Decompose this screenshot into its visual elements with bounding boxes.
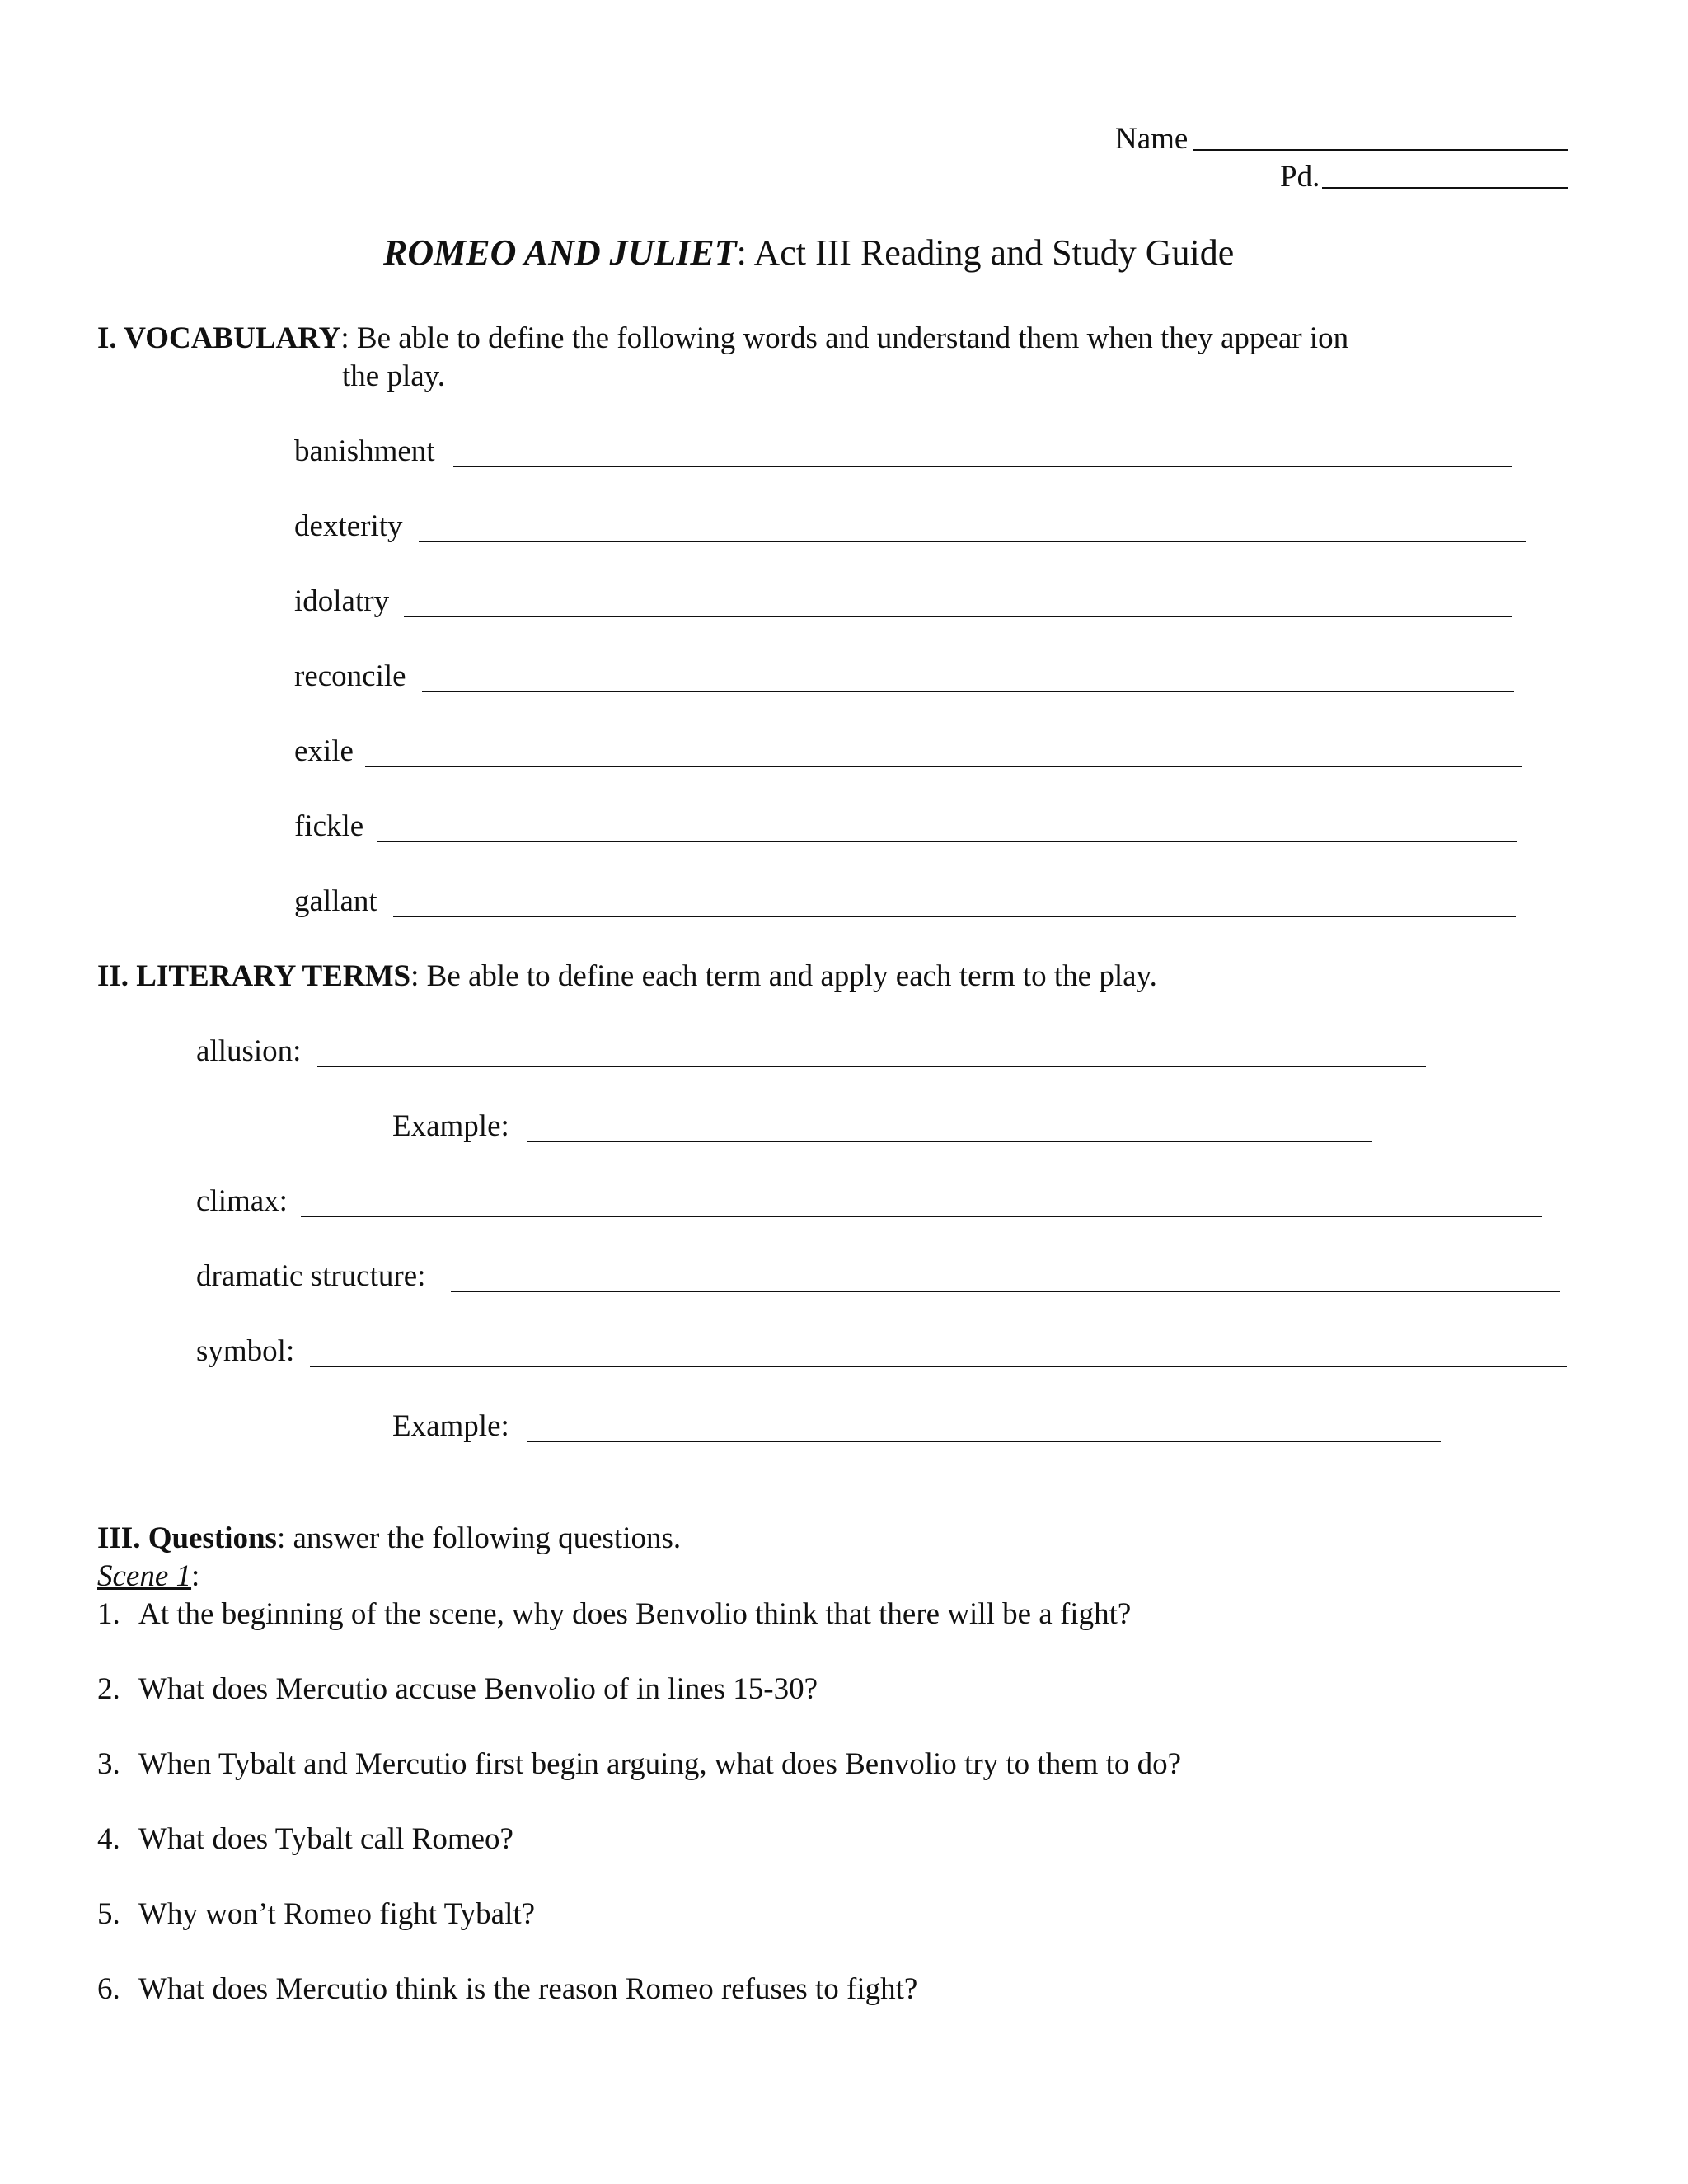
- question-item: [97, 1824, 513, 1854]
- vocab-answer-field[interactable]: [419, 541, 1526, 542]
- vocabulary-instructions-cont: the play.: [342, 359, 446, 393]
- term-answer-field[interactable]: [301, 1216, 1542, 1217]
- vocab-answer-field[interactable]: [377, 841, 1517, 842]
- question-number: 5.: [97, 1897, 120, 1931]
- vocabulary-heading-line: [97, 323, 1348, 354]
- term-answer-field[interactable]: [317, 1066, 1426, 1067]
- name-label: Name: [1115, 122, 1189, 156]
- vocab-answer-field[interactable]: [453, 466, 1512, 467]
- period-label: Pd.: [1280, 160, 1320, 194]
- vocab-word: gallant: [294, 884, 377, 918]
- example-answer-field[interactable]: [528, 1441, 1441, 1442]
- title-rest: : Act III Reading and Study Guide: [736, 232, 1235, 273]
- vocab-word: fickle: [294, 809, 364, 843]
- question-number: 4.: [97, 1822, 120, 1856]
- vocab-word: banishment: [294, 434, 435, 468]
- question-text: At the beginning of the scene, why does Benvolio think that there will be a fight?: [138, 1597, 1132, 1631]
- question-item: [97, 1899, 535, 1929]
- example-answer-field[interactable]: [528, 1141, 1372, 1142]
- question-text: What does Mercutio think is the reason Romeo refuses to fight?: [138, 1972, 918, 2006]
- question-number: 3.: [97, 1747, 120, 1781]
- scene-label: Scene 1: [97, 1559, 192, 1593]
- literary-term: symbol:: [196, 1334, 295, 1368]
- question-text: When Tybalt and Mercutio first begin arguing, what does Benvolio try to them to do?: [138, 1747, 1182, 1781]
- scene-heading: [97, 1561, 199, 1591]
- term-answer-field[interactable]: [310, 1366, 1567, 1367]
- questions-heading-line: [97, 1523, 681, 1554]
- question-text: Why won’t Romeo fight Tybalt?: [138, 1897, 536, 1931]
- term-answer-field[interactable]: [451, 1291, 1560, 1292]
- question-text: What does Tybalt call Romeo?: [138, 1822, 513, 1856]
- vocab-answer-field[interactable]: [393, 916, 1516, 917]
- question-item: [97, 1974, 917, 2004]
- period-field[interactable]: [1322, 187, 1568, 189]
- questions-instructions: : answer the following questions.: [276, 1521, 682, 1555]
- question-item: [97, 1749, 1181, 1779]
- scene-colon: :: [191, 1559, 200, 1593]
- vocab-answer-field[interactable]: [404, 616, 1512, 617]
- literary-term: dramatic structure:: [196, 1259, 426, 1293]
- literary-terms-instructions: : Be able to define each term and apply each term to the play.: [410, 959, 1157, 993]
- questions-heading: III. Questions: [97, 1521, 277, 1555]
- literary-terms-heading-line: [97, 961, 1157, 991]
- question-number: 2.: [97, 1672, 120, 1706]
- question-text: What does Mercutio accuse Benvolio of in lines 15-30?: [138, 1672, 818, 1706]
- name-field[interactable]: [1193, 149, 1568, 151]
- vocab-word: exile: [294, 734, 354, 768]
- literary-term: allusion:: [196, 1034, 302, 1068]
- question-item: [97, 1674, 818, 1704]
- vocabulary-instructions: : Be able to define the following words and understand them when they appear ion: [340, 321, 1349, 355]
- example-label: Example:: [392, 1409, 509, 1443]
- vocab-word: reconcile: [294, 659, 406, 693]
- vocabulary-heading: I. VOCABULARY: [97, 321, 341, 355]
- literary-terms-heading: II. LITERARY TERMS: [97, 959, 411, 993]
- vocab-word: idolatry: [294, 584, 390, 618]
- vocab-answer-field[interactable]: [422, 691, 1514, 692]
- play-title: ROMEO AND JULIET: [383, 232, 737, 273]
- vocab-answer-field[interactable]: [365, 766, 1522, 767]
- example-label: Example:: [392, 1109, 509, 1143]
- question-item: [97, 1599, 1131, 1629]
- vocab-word: dexterity: [294, 509, 403, 543]
- question-number: 6.: [97, 1972, 120, 2006]
- literary-term: climax:: [196, 1184, 288, 1218]
- page-title: [383, 232, 1235, 273]
- question-number: 1.: [97, 1597, 120, 1631]
